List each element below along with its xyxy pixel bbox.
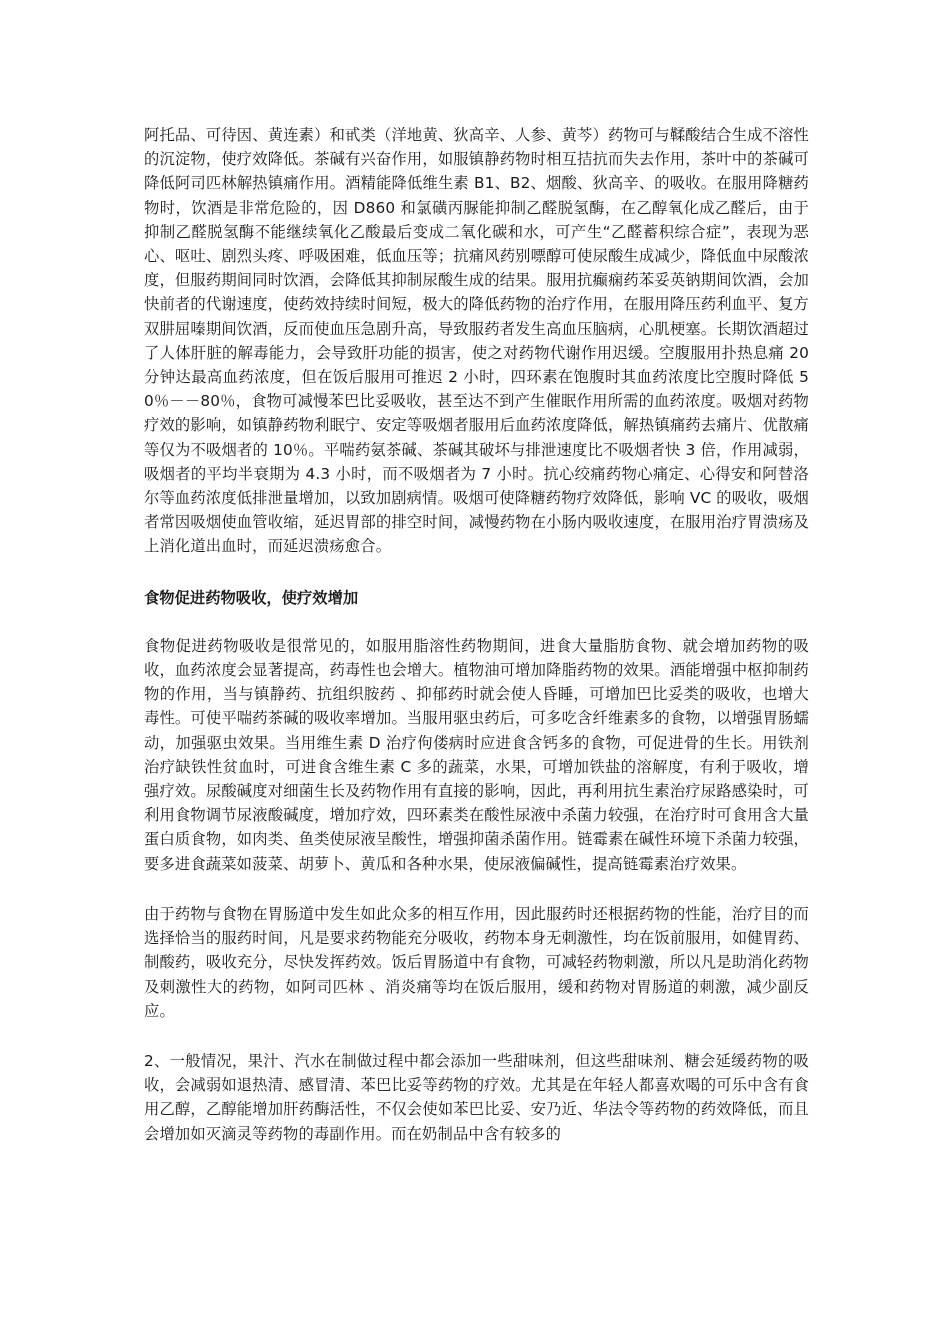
paragraph-drug-interactions: 阿托品、可待因、黄连素）和甙类（洋地黄、狄高辛、人参、黄芩）药物可与鞣酸结合生成不溶性的沉淀物，使疗效降低。茶碱有兴奋作用，如服镇静药物时相互拮抗而失去作用，茶叶中的茶碱可降低阿司匹林解热镇痛作用。酒精能降低维生素 B1、B2、烟酸、狄高辛、的吸收。在服用降糖药物时，饮酒是非常危险的，因 D860 和氯磺丙脲能抑制乙醛脱氢酶，在乙醇氧化成乙醛后，由于抑制乙醛脱氢酶不能继续氧化乙酸最后变成二氧化碳和水，可产生“乙醛蓄积综合症”，表现为恶心、呕吐、剧烈头疼、呼吸困难，低血压等；抗痛风药别嘌醇可使尿酸生成减少，降低血中尿酸浓度，但服药期间同时饮酒，会降低其抑制尿酸生成的结果。服用抗癫痫药苯妥英钠期间饮酒，会加快前者的代谢速度，使药效持续时间短，极大的降低药物的治疗作用，在服用降压药利血平、复方双肼屈嗪期间饮酒，反而使血压急剧升高，导致服药者发生高血压脑病，心肌梗塞。长期饮酒超过了人体肝脏的解毒能力，会导致肝功能的损害，使之对药物代谢作用迟缓。空腹服用扑热息痛 20 分钟达最高血药浓度，但在饭后服用可推迟 2 小时，四环素在饱腹时其血药浓度比空腹时降低 50％－－80％，食物可减慢苯巴比妥吸收，甚至达不到产生催眠作用所需的血药浓度。吸烟对药物疗效的影响，如镇静药物利眠宁、安定等吸烟者服用后血药浓度降低，解热镇痛药去痛片、优散痛等仅为不吸烟者的 10％。平喘药氨茶碱、茶碱其破坏与排泄速度比不吸烟者快 3 倍，作用减弱，吸烟者的平均半衰期为 4.3 小时，而不吸烟者为 7 小时。抗心绞痛药物心痛定、心得安和阿替洛尔等血药浓度低排泄量增加，以致加剧病情。吸烟可使降糖药物疗效降低，影响 VC 的吸收，吸烟者常因吸烟使血管收缩，延迟胃部的排空时间，减慢药物在小肠内吸收速度，在服用治疗胃溃疡及上消化道出血时，而延迟溃疡愈合。 xyxy=(144,126,809,556)
paragraph-food-promotes-absorption: 食物促进药物吸收是很常见的，如服用脂溶性药物期间，进食大量脂肪食物、就会增加药物的吸收，血药浓度会显著提高，药毒性也会增大。植物油可增加降脂药物的效果。酒能增强中枢抑制药物的作用，当与镇静药、抗组织胺药 、抑郁药时就会使人昏睡，可增加巴比妥类的吸收，也增大毒性。可使平喘药茶碱的吸收率增加。当服用驱虫药后，可多吃含纤维素多的食物，以增强胃肠蠕动，加强驱虫效果。当用维生素 D 治疗佝偻病时应进食含钙多的食物，可促进骨的生长。用铁剂治疗缺铁性贫血时，可进食含维生素 C 多的蔬菜，水果，可增加铁盐的溶解度，有利于吸收，增强疗效。尿酸碱度对细菌生长及药物作用有直接的影响，因此，再利用抗生素治疗尿路感染时，可利用食物调节尿液酸碱度，增加疗效，四环素类在酸性尿液中杀菌力较强，在治疗时可食用含大量蛋白质食物，如肉类、鱼类使尿液呈酸性，增强抑菌杀菌作用。链霉素在碱性环境下杀菌力较强，要多进食蔬菜如菠菜、胡萝卜、黄瓜和各种水果，使尿液偏碱性，提高链霉素治疗效果。 xyxy=(144,636,809,873)
paragraph-medication-timing: 由于药物与食物在胃肠道中发生如此众多的相互作用，因此服药时还根据药物的性能，治疗目的而选择恰当的服药时间，凡是要求药物能充分吸收，药物本身无刺激性，均在饭前服用，如健胃药、制酸药，吸收充分，尽快发挥药效。饭后胃肠道中有食物，可减轻药物刺激，所以凡是助消化药物及刺激性大的药物，如阿司匹林 、消炎痛等均在饭后服用，缓和药物对胃肠道的刺激，减少副反应。 xyxy=(144,904,809,1020)
section-heading: 食物促进药物吸收，使疗效增加 xyxy=(144,588,359,607)
paragraph-juice-soda: 2、一般情况，果汁、汽水在制做过程中都会添加一些甜味剂，但这些甜味剂、糖会延缓药物的吸收，会减弱如退热清、感冒清、苯巴比妥等药物的疗效。尤其是在年轻人都喜欢喝的可乐中含有食用乙醇，乙醇能增加肝药酶活性，不仅会使如苯巴比妥、安乃近、华法令等药物的药效降低，而且会增加如灭滴灵等药物的毒副作用。而在奶制品中含有较多的 xyxy=(144,1051,809,1143)
document-page xyxy=(144,123,809,1146)
